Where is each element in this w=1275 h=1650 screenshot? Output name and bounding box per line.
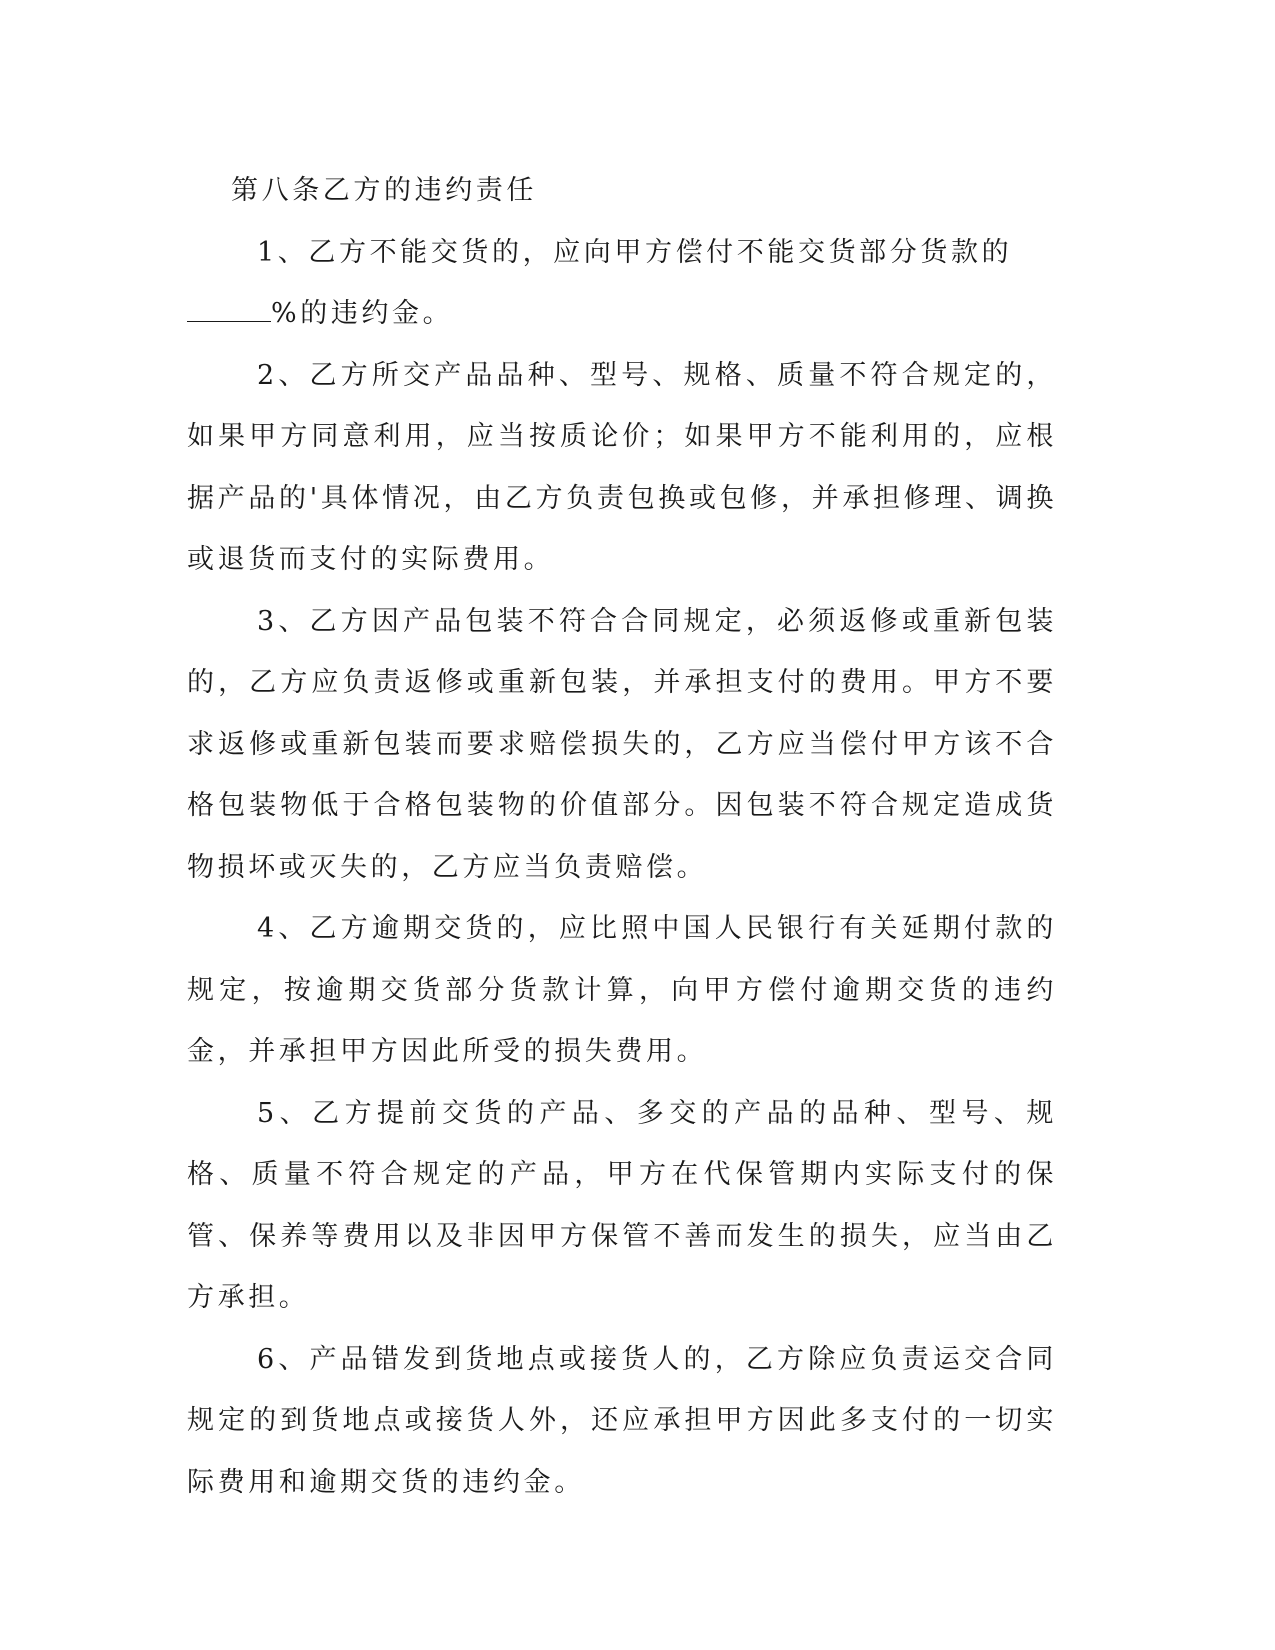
article-body (187, 160, 1057, 1513)
clause-1-text: 1、乙方不能交货的，应向甲方偿付不能交货部分货款的 (257, 236, 1013, 268)
clause-2: 2、乙方所交产品品种、型号、规格、质量不符合规定的，如果甲方同意利用，应当按质论价；如果甲方不能利用的，应根据产品的'具体情况，由乙方负责包换或包修，并承担修理、调换或退货而支付的实际费用。 (187, 359, 1057, 575)
clause-3: 3、乙方因产品包装不符合合同规定，必须返修或重新包装的，乙方应负责返修或重新包装，并承担支付的费用。甲方不要求返修或重新包装而要求赔偿损失的，乙方应当偿付甲方该不合格包装物低于合格包装物的价值部分。因包装不符合规定造成货物损坏或灭失的，乙方应当负责赔偿。 (187, 605, 1057, 883)
article-heading: 第八条乙方的违约责任 (231, 175, 537, 206)
clause-6: 6、产品错发到货地点或接货人的，乙方除应负责运交合同规定的到货地点或接货人外，还应承担甲方因此多支付的一切实际费用和逾期交货的违约金。 (187, 1343, 1057, 1498)
clause-1-suffix: %的违约金。 (271, 298, 454, 329)
clause-1 (187, 222, 1057, 345)
clause-4: 4、乙方逾期交货的，应比照中国人民银行有关延期付款的规定，按逾期交货部分货款计算，向甲方偿付逾期交货的违约金，并承担甲方因此所受的损失费用。 (187, 913, 1057, 1067)
fill-in-blank (187, 299, 271, 322)
clause-5: 5、乙方提前交货的产品、多交的产品的品种、型号、规格、质量不符合规定的产品，甲方在代保管期内实际支付的保管、保养等费用以及非因甲方保管不善而发生的损失，应当由乙方承担。 (187, 1097, 1057, 1313)
